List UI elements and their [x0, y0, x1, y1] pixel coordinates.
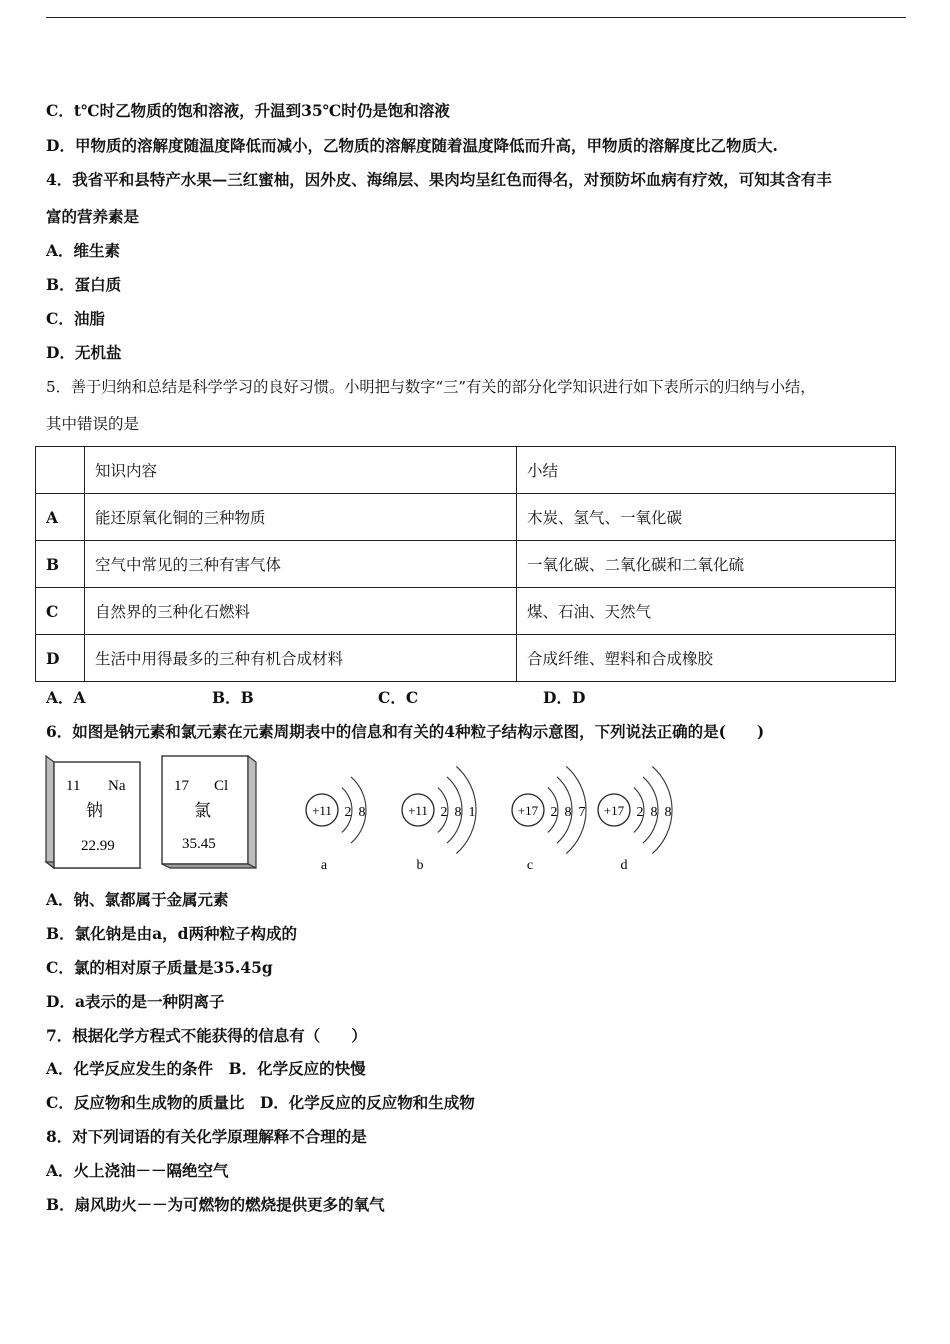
table-row	[36, 494, 896, 541]
nucleus-charge: +17	[517, 803, 539, 818]
particle-a	[306, 777, 366, 873]
table-cell: 知识内容	[85, 447, 517, 494]
table-cell: 自然界的三种化石燃料	[85, 588, 517, 635]
particle-d	[598, 766, 672, 873]
particle-label: d	[620, 858, 628, 873]
particle-b	[402, 766, 476, 873]
nucleus-charge: +11	[312, 803, 332, 818]
electron-count: 8	[664, 805, 672, 820]
q7-options-cd: C．反应物和生成物的质量比 D．化学反应的反应物和生成物	[46, 1093, 475, 1112]
q8-option-b: B．扇风助火－－为可燃物的燃烧提供更多的氧气	[46, 1195, 385, 1214]
q7-stem: 7．根据化学方程式不能获得的信息有（ ）	[46, 1026, 367, 1045]
table-cell: 生活中用得最多的三种有机合成材料	[85, 635, 517, 682]
electron-count: 2	[550, 805, 558, 820]
particle-label: c	[526, 858, 534, 873]
electron-count: 8	[564, 805, 572, 820]
cl-name: 氯	[194, 801, 211, 820]
table-cell: 合成纤维、塑料和合成橡胶	[517, 635, 896, 682]
q5-stem-line2: 其中错误的是	[46, 415, 140, 433]
q6-stem: 6．如图是钠元素和氯元素在元素周期表中的信息和有关的4种粒子结构示意图，下列说法正确的是( )	[46, 722, 765, 741]
q6-option-c: C．氯的相对原子质量是35.45g	[46, 958, 273, 977]
q4-option-a: A．维生素	[46, 241, 121, 260]
table-cell: A	[36, 494, 85, 541]
q6-option-b: B．氯化钠是由a，d两种粒子构成的	[46, 924, 297, 943]
electron-count: 8	[650, 805, 658, 820]
table-row	[36, 588, 896, 635]
top-rule	[46, 17, 906, 18]
element-figure	[44, 752, 694, 877]
electron-count: 1	[468, 805, 476, 820]
table-cell: D	[36, 635, 85, 682]
particle-diagrams	[306, 766, 672, 873]
q5-stem-line1: 5．善于归纳和总结是科学学习的良好习惯。小明把与数字“三”有关的部分化学知识进行如下表所示的归纳与小结，	[46, 378, 816, 396]
table-cell: C	[36, 588, 85, 635]
particle-label: b	[416, 858, 424, 873]
q8-option-a: A．火上浇油－－隔绝空气	[46, 1161, 229, 1180]
na-symbol: Na	[108, 778, 126, 794]
cl-symbol: Cl	[214, 778, 229, 794]
na-atomic-mass: 22.99	[81, 838, 115, 854]
table-row	[36, 541, 896, 588]
q6-option-d: D．a表示的是一种阴离子	[46, 992, 225, 1011]
q3-option-d: D．甲物质的溶解度随温度降低而减小，乙物质的溶解度随着温度降低而升高，甲物质的溶解度比乙物质大.	[46, 136, 778, 155]
table-cell: 小结	[517, 447, 896, 494]
electron-count: 8	[358, 805, 366, 820]
q5-option-a: A．A	[46, 688, 86, 707]
q5-option-d: D．D	[543, 688, 586, 707]
q4-stem-line2: 富的营养素是	[46, 207, 140, 226]
cl-atomic-mass: 35.45	[182, 836, 216, 852]
table-cell: 空气中常见的三种有害气体	[85, 541, 517, 588]
q4-stem-line1: 4．我省平和县特产水果—三红蜜柚，因外皮、海绵层、果肉均呈红色而得名，对预防坏血病有疗效，可知其含有丰	[46, 170, 832, 189]
q3-option-c: C．t℃时乙物质的饱和溶液，升温到35℃时仍是饱和溶液	[46, 101, 450, 120]
table-header-row	[36, 447, 896, 494]
na-name: 钠	[86, 801, 103, 820]
q5-option-c: C．C	[378, 688, 419, 707]
particle-label: a	[320, 858, 328, 873]
table-cell: 能还原氧化铜的三种物质	[85, 494, 517, 541]
q8-stem: 8．对下列词语的有关化学原理解释不合理的是	[46, 1127, 367, 1146]
table-row	[36, 635, 896, 682]
table-cell: 煤、石油、天然气	[517, 588, 896, 635]
knowledge-table	[35, 446, 896, 682]
electron-count: 2	[344, 805, 352, 820]
particle-c	[512, 766, 586, 873]
q4-option-c: C．油脂	[46, 309, 105, 328]
table-cell: 一氧化碳、二氧化碳和二氧化硫	[517, 541, 896, 588]
electron-count: 2	[440, 805, 448, 820]
sodium-element-card	[46, 756, 140, 868]
table-cell: B	[36, 541, 85, 588]
electron-count: 2	[636, 805, 644, 820]
q5-option-b: B．B	[212, 688, 254, 707]
chlorine-element-card	[162, 756, 256, 868]
cl-atomic-number: 17	[174, 778, 189, 794]
table-cell: 木炭、氢气、一氧化碳	[517, 494, 896, 541]
electron-count: 7	[578, 805, 586, 820]
q4-option-d: D．无机盐	[46, 343, 122, 362]
electron-count: 8	[454, 805, 462, 820]
q7-options-ab: A．化学反应发生的条件 B．化学反应的快慢	[46, 1059, 366, 1078]
na-atomic-number: 11	[66, 778, 81, 794]
table-cell	[36, 447, 85, 494]
nucleus-charge: +11	[408, 803, 428, 818]
nucleus-charge: +17	[603, 803, 625, 818]
q6-option-a: A．钠、氯都属于金属元素	[46, 890, 229, 909]
q4-option-b: B．蛋白质	[46, 275, 122, 294]
